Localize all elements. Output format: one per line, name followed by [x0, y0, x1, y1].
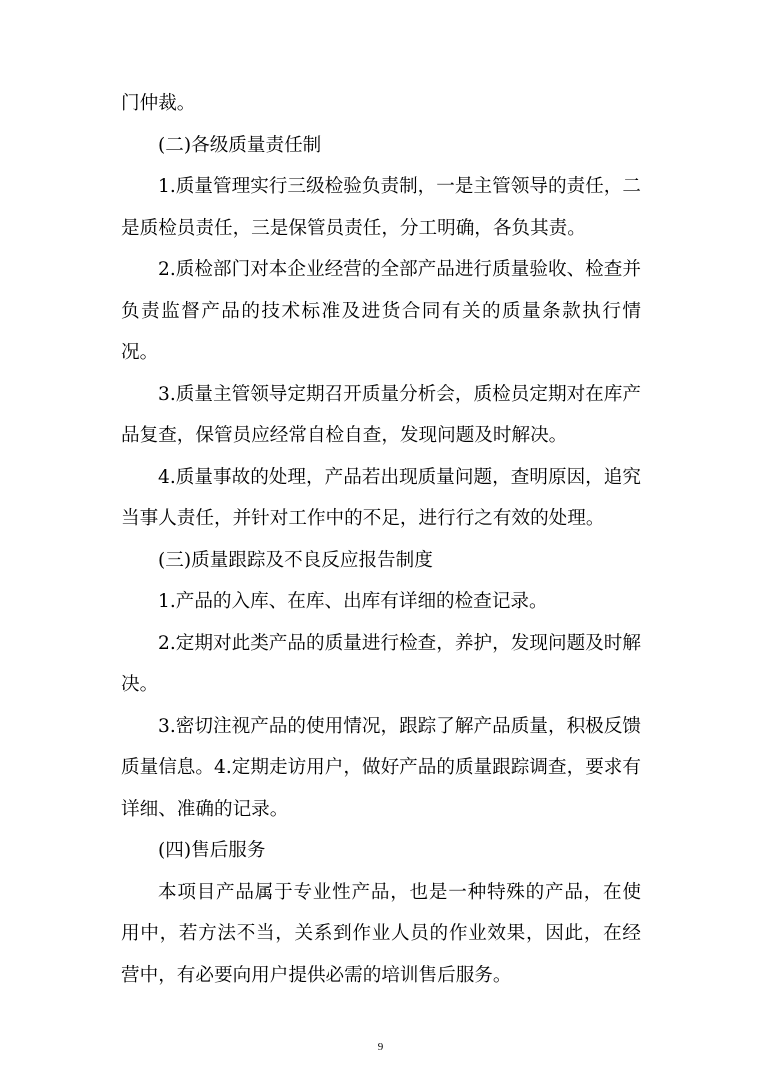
paragraph-continuation: 门仲裁。: [121, 93, 196, 114]
section-heading-quality-responsibility: (二)各级质量责任制: [158, 134, 322, 156]
section-heading-after-sales: (四)售后服务: [158, 840, 266, 861]
page-number: 9: [377, 1041, 384, 1053]
paragraph-tracking-item-2: 2.定期对此类产品的质量进行检查，养护，发现问题及时解决。: [121, 632, 641, 695]
document-body: [121, 83, 641, 996]
paragraph-after-sales: 本项目产品属于专业性产品，也是一种特殊的产品，在使用中，若方法不当，关系到作业人员的作业效果，因此，在经营中，有必要向用户提供必需的培训售后服务。: [121, 881, 641, 986]
paragraph-tracking-item-3-4: 3.密切注视产品的使用情况，跟踪了解产品质量，积极反馈质量信息。4.定期走访用户，做好产品的质量跟踪调查，要求有详细、准确的记录。: [121, 715, 641, 820]
paragraph-tracking-item-1: 1.产品的入库、在库、出库有详细的检查记录。: [158, 591, 548, 612]
paragraph-item-3: 3.质量主管领导定期召开质量分析会，质检员定期对在库产品复查，保管员应经常自检自查，发现问题及时解决。: [121, 383, 641, 446]
paragraph-item-1: 1.质量管理实行三级检验负责制，一是主管领导的责任，二是质检员责任，三是保管员责任，分工明确，各负其责。: [121, 176, 641, 239]
paragraph-item-4: 4.质量事故的处理，产品若出现质量问题，查明原因，追究当事人责任，并针对工作中的不足，进行行之有效的处理。: [121, 466, 641, 529]
paragraph-item-2: 2.质检部门对本企业经营的全部产品进行质量验收、检查并负责监督产品的技术标准及进货合同有关的质量条款执行情况。: [121, 259, 641, 363]
section-heading-quality-tracking: (三)质量跟踪及不良反应报告制度: [158, 549, 433, 571]
